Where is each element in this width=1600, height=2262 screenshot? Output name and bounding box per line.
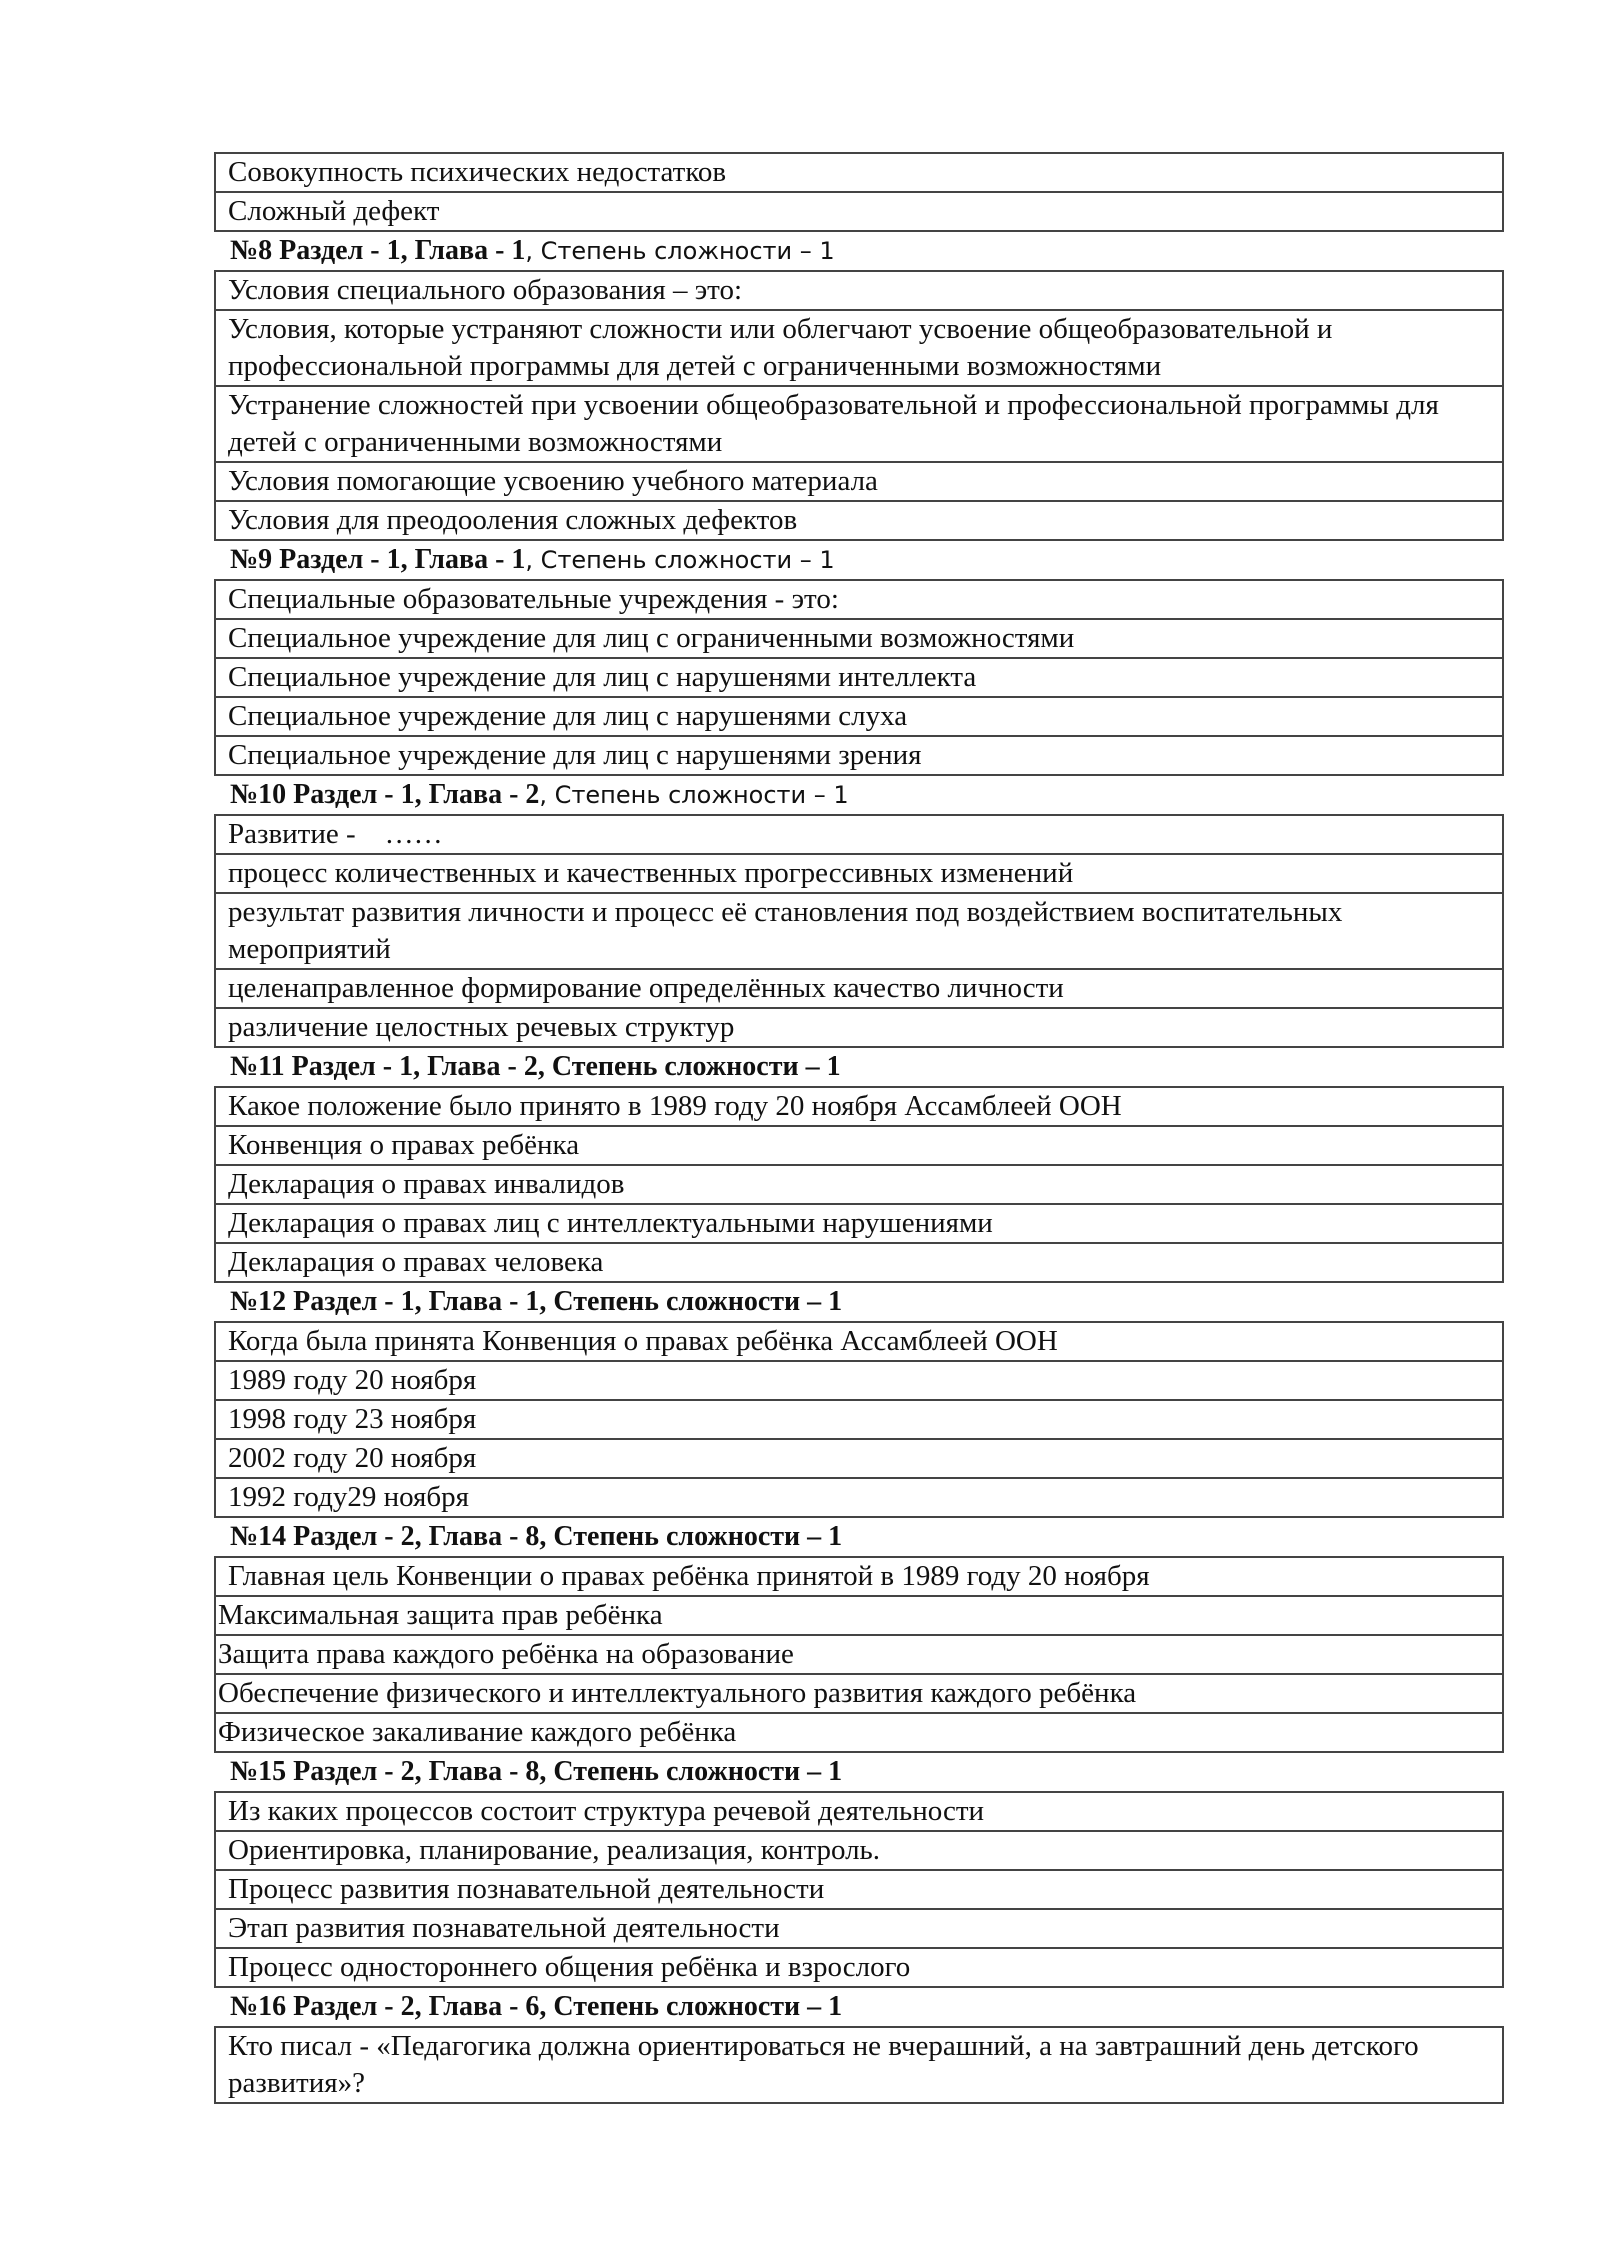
question-header	[214, 541, 1504, 579]
answer-option: Декларация о правах лиц с интеллектуальными нарушениями	[216, 1205, 1502, 1244]
question-block	[214, 1753, 1504, 1988]
question-header	[214, 1283, 1504, 1321]
answer-option: 1992 году29 ноября	[216, 1479, 1502, 1518]
answer-option: Декларация о правах человека	[216, 1244, 1502, 1283]
answer-option: Процесс развития познавательной деятельности	[216, 1871, 1502, 1910]
question-header-bold: №15 Раздел - 2, Глава - 8, Степень сложности – 1	[230, 1756, 843, 1787]
question-header-bold: №8 Раздел - 1, Глава - 1	[230, 235, 526, 266]
answer-option: Устранение сложностей при усвоении общеобразовательной и профессиональной программы для детей с ограниченными возможностями	[216, 387, 1502, 463]
question-header-bold: №11 Раздел - 1, Глава - 2, Степень сложности – 1	[230, 1051, 841, 1082]
question-header-bold: №14 Раздел - 2, Глава - 8, Степень сложности – 1	[230, 1521, 843, 1552]
question-header-bold: №16 Раздел - 2, Глава - 6, Степень сложности – 1	[230, 1991, 843, 2022]
answer-option: Специальное учреждение для лиц с нарушенями зрения	[216, 737, 1502, 776]
document-page	[214, 152, 1504, 2104]
question-text: Из каких процессов состоит структура речевой деятельности	[216, 1793, 1502, 1832]
question-header-bold: №12 Раздел - 1, Глава - 1, Степень сложности – 1	[230, 1286, 843, 1317]
answer-option: Защита права каждого ребёнка на образование	[216, 1636, 1502, 1675]
table-row: Совокупность психических недостатков	[216, 154, 1502, 193]
question-table	[214, 814, 1504, 1048]
question-header	[214, 1988, 1504, 2026]
question-text: Развитие - ……	[216, 816, 1502, 855]
question-text: Когда была принята Конвенция о правах ребёнка Ассамблеей ООН	[216, 1323, 1502, 1362]
question-header	[214, 1518, 1504, 1556]
answer-option: результат развития личности и процесс её становления под воздействием воспитательных мероприятий	[216, 894, 1502, 970]
question-table	[214, 579, 1504, 776]
answer-option: Условия, которые устраняют сложности или облегчают усвоение общеобразовательной и профессиональной программы для детей с ограниченными возможностями	[216, 311, 1502, 387]
answer-option: 1989 году 20 ноября	[216, 1362, 1502, 1401]
answer-option: 1998 году 23 ноября	[216, 1401, 1502, 1440]
question-header-bold: №9 Раздел - 1, Глава - 1	[230, 544, 526, 575]
answer-option: Конвенция о правах ребёнка	[216, 1127, 1502, 1166]
question-block	[214, 1988, 1504, 2104]
intro-table	[214, 152, 1504, 232]
question-table	[214, 1321, 1504, 1518]
question-table	[214, 1086, 1504, 1283]
question-header-rest: , Степень сложности – 1	[525, 546, 835, 574]
question-text: Специальные образовательные учреждения - это:	[216, 581, 1502, 620]
table-row: Сложный дефект	[216, 193, 1502, 232]
answer-option: Процесс одностороннего общения ребёнка и взрослого	[216, 1949, 1502, 1988]
answer-option: 2002 году 20 ноября	[216, 1440, 1502, 1479]
answer-option: целенаправленное формирование определённых качество личности	[216, 970, 1502, 1009]
question-header-rest: , Степень сложности – 1	[525, 237, 835, 265]
answer-option: Ориентировка, планирование, реализация, контроль.	[216, 1832, 1502, 1871]
question-block	[214, 232, 1504, 541]
question-header-rest: , Степень сложности – 1	[539, 781, 849, 809]
question-text: Кто писал - «Педагогика должна ориентироваться не вчерашний, а на завтрашний день детского развития»?	[216, 2028, 1502, 2104]
question-header	[214, 1753, 1504, 1791]
answer-option: Условия помогающие усвоению учебного материала	[216, 463, 1502, 502]
question-table	[214, 270, 1504, 541]
answer-option: Специальное учреждение для лиц с нарушенями слуха	[216, 698, 1502, 737]
question-header	[214, 232, 1504, 270]
intro-block	[214, 152, 1504, 232]
question-block	[214, 776, 1504, 1048]
question-block	[214, 1048, 1504, 1283]
question-table	[214, 1791, 1504, 1988]
question-block	[214, 1283, 1504, 1518]
answer-option: Максимальная защита прав ребёнка	[216, 1597, 1502, 1636]
answer-option: Специальное учреждение для лиц с нарушенями интеллекта	[216, 659, 1502, 698]
question-header	[214, 1048, 1504, 1086]
question-table	[214, 2026, 1504, 2104]
question-header-bold: №10 Раздел - 1, Глава - 2	[230, 779, 540, 810]
question-text: Условия специального образования – это:	[216, 272, 1502, 311]
answer-option: Физическое закаливание каждого ребёнка	[216, 1714, 1502, 1753]
question-table	[214, 1556, 1504, 1753]
answer-option: Условия для преодооления сложных дефектов	[216, 502, 1502, 541]
answer-option: Специальное учреждение для лиц с ограниченными возможностями	[216, 620, 1502, 659]
answer-option: Этап развития познавательной деятельности	[216, 1910, 1502, 1949]
question-text: Главная цель Конвенции о правах ребёнка принятой в 1989 году 20 ноября	[216, 1558, 1502, 1597]
question-block	[214, 541, 1504, 776]
question-block	[214, 1518, 1504, 1753]
answer-option: различение целостных речевых структур	[216, 1009, 1502, 1048]
answer-option: Обеспечение физического и интеллектуального развития каждого ребёнка	[216, 1675, 1502, 1714]
answer-option: процесс количественных и качественных прогрессивных изменений	[216, 855, 1502, 894]
question-header	[214, 776, 1504, 814]
question-text: Какое положение было принято в 1989 году 20 ноября Ассамблеей ООН	[216, 1088, 1502, 1127]
answer-option: Декларация о правах инвалидов	[216, 1166, 1502, 1205]
